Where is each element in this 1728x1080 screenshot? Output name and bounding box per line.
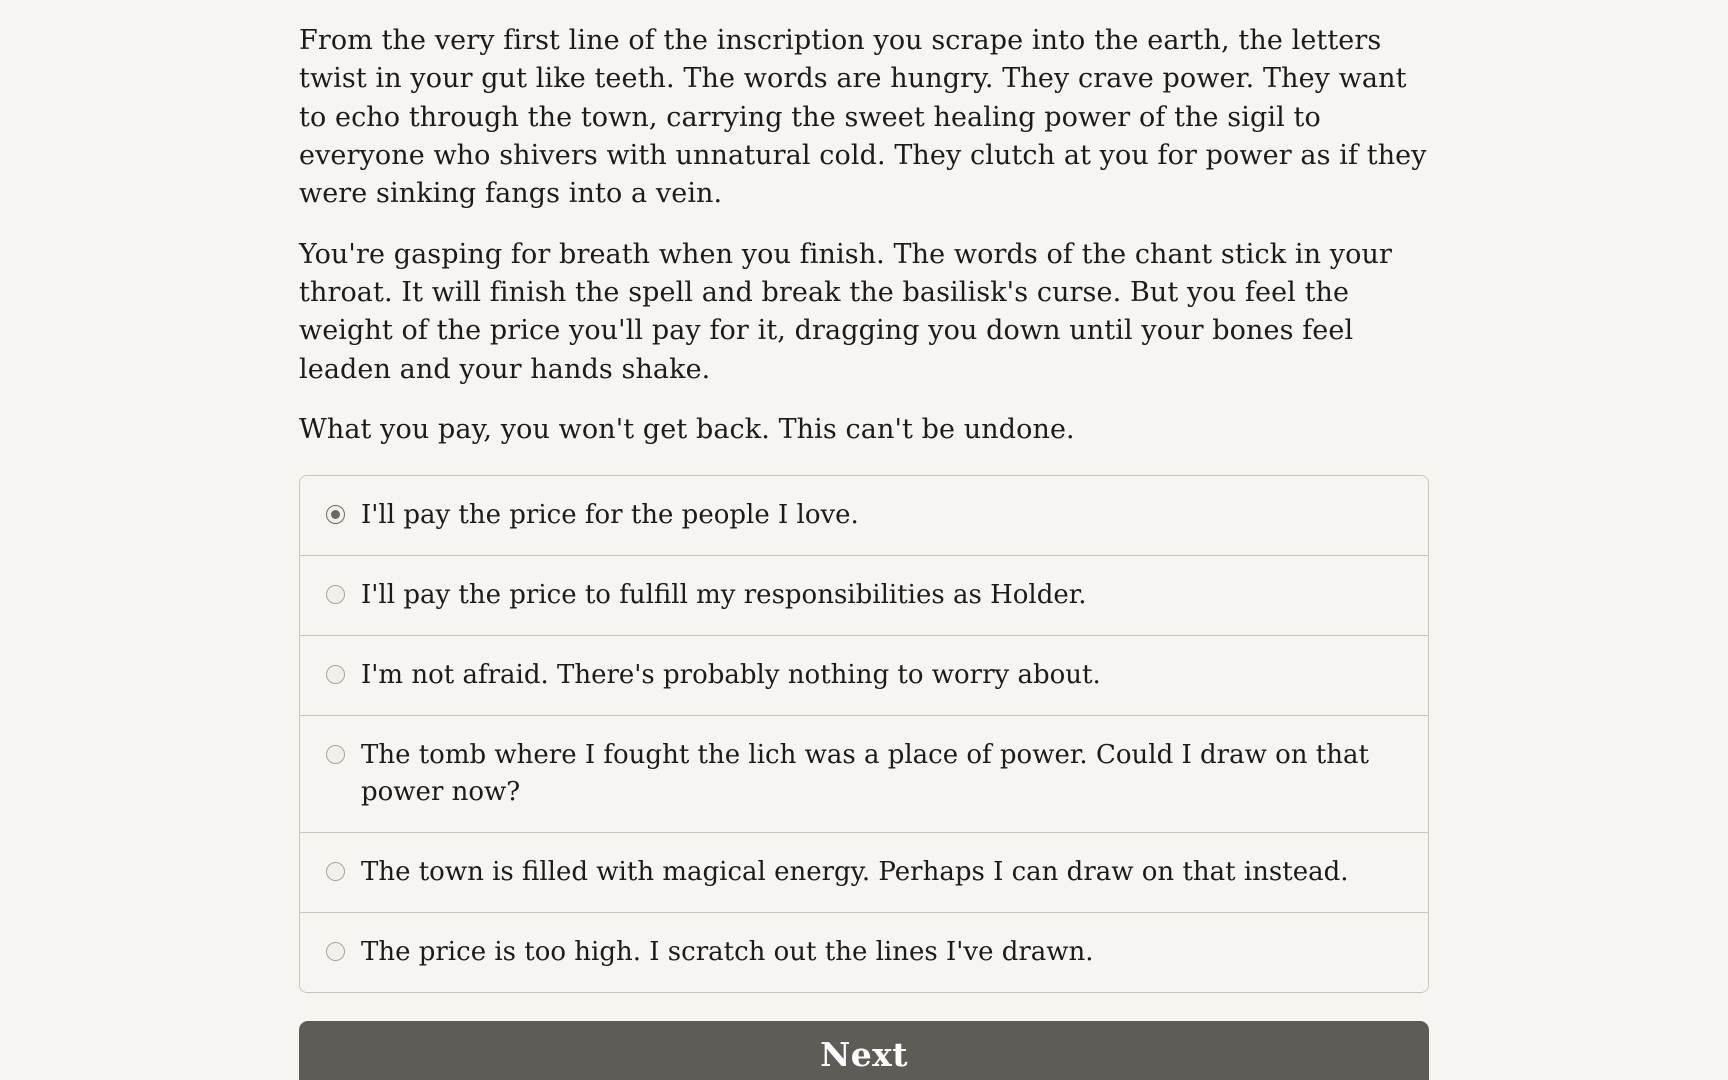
radio-icon[interactable] xyxy=(326,745,345,764)
radio-icon[interactable] xyxy=(326,665,345,684)
choice-option[interactable] xyxy=(300,716,1428,833)
radio-icon[interactable] xyxy=(326,505,345,524)
choice-option[interactable] xyxy=(300,476,1428,556)
choice-list xyxy=(299,475,1429,992)
choice-label: The price is too high. I scratch out the lines I've drawn. xyxy=(361,936,1094,967)
choice-label: I'll pay the price to fulfill my responsibilities as Holder. xyxy=(361,580,1087,611)
choice-option[interactable] xyxy=(300,913,1428,992)
choice-label: The town is filled with magical energy. Perhaps I can draw on that instead. xyxy=(361,856,1349,887)
radio-icon[interactable] xyxy=(326,585,345,604)
radio-icon[interactable] xyxy=(326,862,345,881)
next-button[interactable]: Next xyxy=(299,1021,1429,1080)
choice-label: The tomb where I fought the lich was a place of power. Could I draw on that power now? xyxy=(361,740,1369,807)
choice-option[interactable] xyxy=(300,636,1428,716)
radio-icon[interactable] xyxy=(326,942,345,961)
story-paragraph: You're gasping for breath when you finish. The words of the chant stick in your throat. It will finish the spell and break the basilisk's curse. But you feel the weight of the price you'll pay for it, dragging you down until your bones feel leaden and your hands shake. xyxy=(299,238,1392,385)
choice-option[interactable] xyxy=(300,556,1428,636)
choice-label: I'll pay the price for the people I love. xyxy=(361,500,859,531)
choice-label: I'm not afraid. There's probably nothing to worry about. xyxy=(361,660,1101,691)
choice-option[interactable] xyxy=(300,833,1428,913)
story-paragraph: What you pay, you won't get back. This can't be undone. xyxy=(299,413,1075,445)
story-text xyxy=(299,22,1429,449)
story-paragraph: From the very first line of the inscription you scrape into the earth, the letters twist in your gut like teeth. The words are hungry. They crave power. They want to echo through the town, carrying the sweet healing power of the sigil to everyone who shivers with unnatural cold. They clutch at you for power as if they were sinking fangs into a vein. xyxy=(299,25,1427,210)
content-column xyxy=(299,22,1429,1080)
